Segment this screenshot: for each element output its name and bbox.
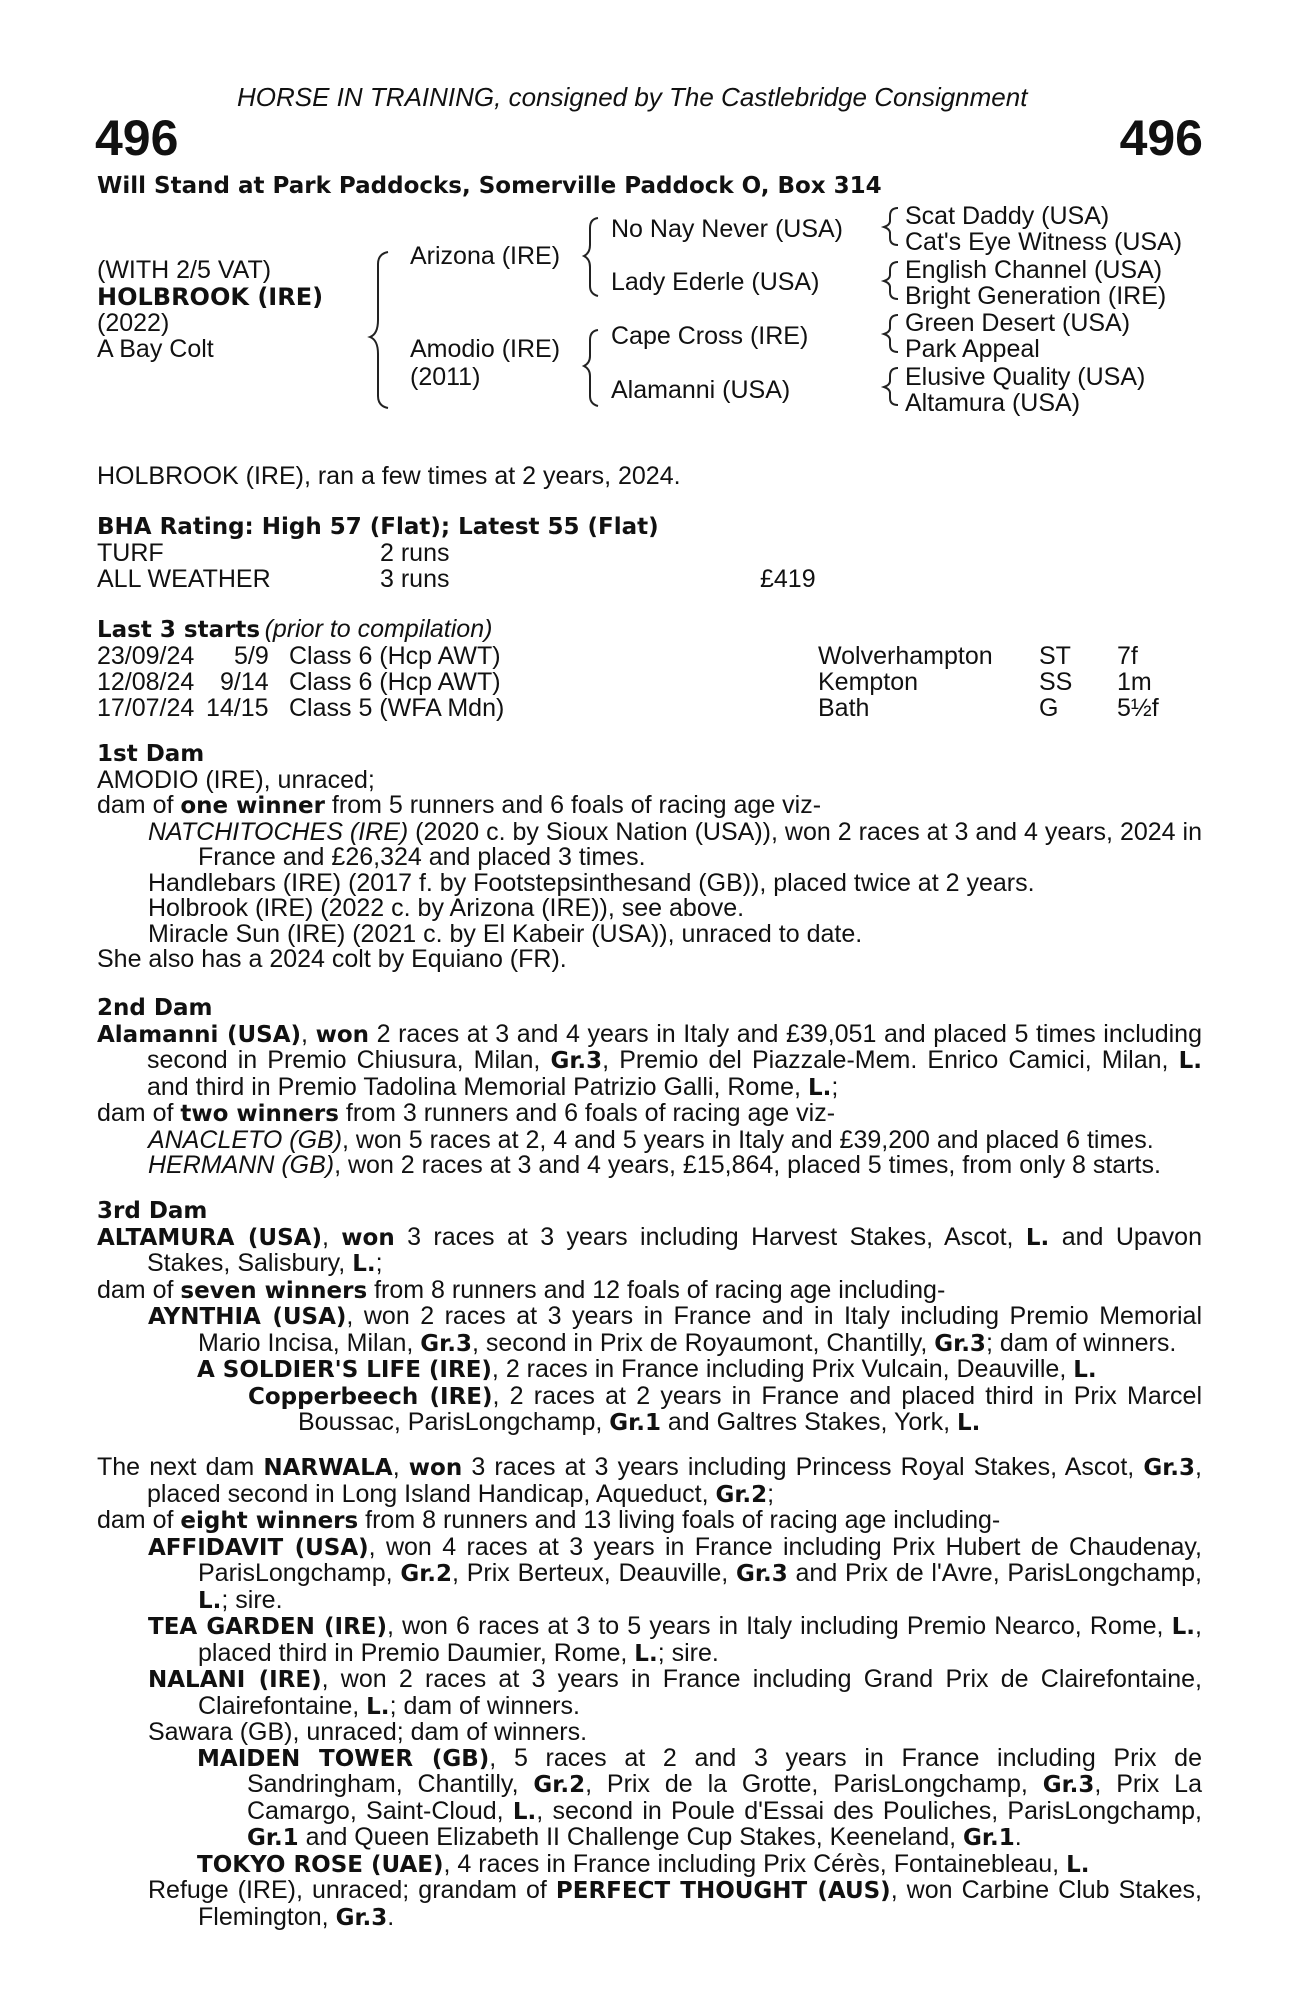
- text: 3 races at 3 years including Princess Royal Stakes, Ascot,: [462, 1453, 1144, 1481]
- produce-item: Handlebars (IRE) (2017 f. by Footstepsinthesand (GB)), placed twice at 2 years.: [148, 868, 1035, 897]
- won: won: [341, 1224, 395, 1251]
- produce-item: [97, 1125, 1202, 1154]
- text: from 8 runners and 12 foals of racing age including-: [367, 1275, 946, 1304]
- gen3-1: Scat Daddy (USA): [905, 202, 1110, 230]
- produce-name: TEA GARDEN (IRE): [148, 1614, 388, 1640]
- text: , 5 races at 2 and 3 years in France including Prix de Sandringham, Chantilly,: [247, 1743, 1202, 1798]
- grade: Gr.2: [533, 1772, 586, 1798]
- text: dam of: [97, 1099, 181, 1127]
- grade: L.: [1066, 1851, 1090, 1878]
- gen3-4: Bright Generation (IRE): [905, 282, 1167, 310]
- first-dam-note: She also has a 2024 colt by Equiano (FR).: [97, 945, 567, 973]
- third-dam-record: [97, 1222, 1202, 1278]
- first-dam-line: AMODIO (IRE), unraced;: [97, 765, 375, 794]
- produce-name: Copperbeech (IRE): [248, 1383, 493, 1410]
- produce-name: PERFECT THOUGHT (AUS): [555, 1878, 891, 1904]
- gen3-2: Cat's Eye Witness (USA): [905, 228, 1183, 256]
- produce-item: [97, 1667, 1202, 1720]
- produce-item: [97, 1849, 1202, 1879]
- start-course: Bath: [818, 694, 870, 722]
- text: dam of: [97, 1275, 181, 1304]
- produce-name: HERMANN (GB): [148, 1151, 335, 1179]
- text: from 8 runners and 13 living foals of racing age including-: [358, 1506, 1001, 1534]
- winners-count: seven winners: [180, 1277, 368, 1304]
- text: ; sire.: [657, 1638, 719, 1667]
- start-dist: 1m: [1117, 668, 1152, 696]
- page-header: HORSE IN TRAINING, consigned by The Castlebridge Consignment: [237, 82, 1028, 112]
- won: won: [315, 1021, 370, 1048]
- text: , Prix Berteux, Deauville,: [452, 1559, 737, 1587]
- text: , won 2 races at 3 years in France and in Italy including Premio Memorial Mario Incisa, Milan,: [198, 1302, 1202, 1357]
- text: ,: [392, 1453, 409, 1481]
- grade: Gr.1: [609, 1410, 661, 1436]
- text: ; sire.: [221, 1585, 283, 1614]
- grade: Gr.2: [715, 1481, 768, 1508]
- text: and Upavon Stakes, Salisbury,: [147, 1222, 1202, 1277]
- grade: L.: [1025, 1224, 1050, 1251]
- text: , 2 races at 2 years in France and placed third in Prix Marcel Boussac, ParisLongchamp,: [298, 1381, 1203, 1436]
- text: (2020 c. by Sioux Nation (USA)), won 2 races at 3 and 4 years, 2024 in France and £26,324 and placed 3 times.: [198, 817, 1202, 871]
- text: , placed third in Premio Daumier, Rome,: [198, 1612, 1202, 1667]
- text: dam of: [97, 791, 181, 819]
- text: and Queen Elizabeth II Challenge Cup Stakes, Keeneland,: [298, 1823, 964, 1851]
- start-race: Class 5 (WFA Mdn): [289, 694, 505, 722]
- text: ;: [767, 1479, 775, 1508]
- start-date: 12/08/24: [97, 668, 195, 696]
- produce-item: [97, 817, 1202, 871]
- gen3-7: Elusive Quality (USA): [905, 363, 1146, 391]
- text: dam of: [97, 1506, 181, 1534]
- sire-sire: No Nay Never (USA): [611, 215, 843, 243]
- grade: L.: [366, 1693, 390, 1720]
- sire: Arizona (IRE): [410, 242, 561, 270]
- grade: L.: [1073, 1357, 1097, 1383]
- next-dam-record: [97, 1455, 1202, 1508]
- grade: L.: [198, 1587, 222, 1614]
- text: 3 races at 3 years including Harvest Stakes, Ascot,: [394, 1222, 1026, 1251]
- lot-number-left: 496: [95, 110, 179, 166]
- text: ;: [375, 1249, 383, 1277]
- next-dam-section: [97, 1455, 1202, 1931]
- second-dam-produce: [97, 1101, 1202, 1128]
- text: ,: [301, 1019, 316, 1048]
- winners-count: one winner: [180, 793, 325, 819]
- start-race: Class 6 (Hcp AWT): [289, 668, 501, 696]
- text: ,: [321, 1222, 342, 1251]
- produce-name: AFFIDAVIT (USA): [148, 1534, 369, 1561]
- dam-name: ALTAMURA (USA): [97, 1224, 322, 1251]
- dam-year: (2011): [410, 363, 481, 391]
- produce-item: [97, 1153, 1202, 1179]
- produce-item: [97, 1532, 1202, 1615]
- produce-item: Holbrook (IRE) (2022 c. by Arizona (IRE)), see above.: [148, 894, 745, 922]
- start-course: Wolverhampton: [818, 642, 993, 670]
- text: , won 2 races at 3 years in France including Grand Prix de Clairefontaine, Clairefontaine,: [198, 1665, 1202, 1720]
- text: .: [387, 1902, 395, 1931]
- horse-name: HOLBROOK (IRE): [97, 283, 324, 311]
- winners-count: eight winners: [180, 1508, 359, 1534]
- last-starts-note: (prior to compilation): [264, 615, 493, 643]
- start-date: 23/09/24: [97, 642, 195, 670]
- first-dam-heading: 1st Dam: [97, 741, 205, 767]
- grade: Gr.3: [736, 1561, 788, 1587]
- grade: L.: [1178, 1048, 1202, 1074]
- third-dam-heading: 3rd Dam: [97, 1198, 208, 1224]
- lot-number-right: 496: [1119, 110, 1203, 166]
- grade: L.: [1171, 1614, 1196, 1640]
- start-going: G: [1039, 694, 1059, 722]
- start-dist: 5½f: [1117, 694, 1159, 722]
- text: , second in Prix de Royaumont, Chantilly,: [471, 1328, 935, 1357]
- produce-item: [97, 1743, 1202, 1852]
- dam-sire: Cape Cross (IRE): [611, 322, 809, 350]
- text: , won 4 races at 3 years in France including Prix Hubert de Chaudenay, ParisLongchamp,: [198, 1532, 1202, 1587]
- grade: L.: [956, 1410, 981, 1436]
- produce-item: Sawara (GB), unraced; dam of winners.: [148, 1718, 588, 1746]
- turf-label: TURF: [97, 539, 164, 567]
- text: .: [1014, 1823, 1022, 1851]
- produce-item: [97, 1357, 1202, 1384]
- grade: Gr.1: [963, 1825, 1015, 1851]
- text: ;: [831, 1072, 839, 1101]
- winners-count: two winners: [180, 1101, 339, 1127]
- text: , Prix La Camargo, Saint-Cloud,: [247, 1770, 1202, 1825]
- text: from 3 runners and 6 foals of racing age viz-: [338, 1099, 836, 1127]
- grade: Gr.3: [420, 1330, 472, 1357]
- text: from 5 runners and 6 foals of racing age viz-: [324, 791, 822, 819]
- gen3-8: Altamura (USA): [905, 389, 1081, 417]
- produce-name: ANACLETO (GB): [148, 1125, 343, 1154]
- start-date: 17/07/24: [97, 694, 195, 722]
- turf-runs: 2 runs: [380, 539, 450, 567]
- won: won: [408, 1455, 463, 1481]
- start-going: SS: [1039, 668, 1073, 696]
- grade: L.: [634, 1640, 658, 1667]
- third-dam-section: [97, 1199, 1202, 1437]
- text: , 2 races in France including Prix Vulcain, Deauville,: [491, 1355, 1074, 1383]
- last-starts-title: Last 3 starts: [97, 617, 261, 643]
- second-dam-section: [97, 996, 1202, 1179]
- gen3-3: English Channel (USA): [905, 256, 1163, 284]
- produce-item: [97, 1878, 1202, 1931]
- grade: Gr.3: [550, 1048, 603, 1074]
- sire-dam: Lady Ederle (USA): [611, 268, 820, 296]
- text: Refuge (IRE), unraced; grandam of: [148, 1876, 556, 1904]
- bha-rating: BHA Rating: High 57 (Flat); Latest 55 (Flat): [97, 514, 659, 540]
- dam: Amodio (IRE): [410, 335, 561, 363]
- gen3-5: Green Desert (USA): [905, 309, 1131, 337]
- produce-item: Miracle Sun (IRE) (2021 c. by El Kabeir (USA)), unraced to date.: [148, 919, 863, 948]
- grade: L.: [807, 1074, 832, 1101]
- last-starts-heading: [97, 616, 492, 643]
- produce-item: [97, 1381, 1203, 1437]
- text: The next dam: [97, 1453, 264, 1481]
- start-course: Kempton: [818, 668, 919, 696]
- next-dam-produce: [97, 1508, 1202, 1535]
- produce-item: [97, 1304, 1202, 1357]
- produce-name: A SOLDIER'S LIFE (IRE): [197, 1357, 492, 1383]
- text: 2 races at 3 and 4 years in Italy and £39,051 and placed 5 times including second in Premio Chiusura, Milan,: [147, 1019, 1202, 1074]
- stand-location: Will Stand at Park Paddocks, Somerville Paddock O, Box 314: [97, 173, 882, 199]
- grade: L.: [352, 1251, 376, 1277]
- aw-prize: £419: [760, 565, 816, 593]
- produce-name: MAIDEN TOWER (GB): [197, 1745, 490, 1772]
- vat-note: (WITH 2/5 VAT): [97, 256, 272, 284]
- aw-label: ALL WEATHER: [97, 565, 271, 593]
- produce-name: AYNTHIA (USA): [148, 1304, 347, 1330]
- pedigree-braces: [0, 0, 1315, 420]
- start-pos: 5/9: [234, 642, 269, 670]
- start-dist: 7f: [1117, 642, 1138, 670]
- dam-name: NARWALA: [263, 1455, 393, 1481]
- grade: Gr.2: [400, 1561, 453, 1587]
- text: , second in Poule d'Essai des Pouliches, ParisLongchamp,: [536, 1796, 1202, 1825]
- grade: Gr.3: [934, 1330, 986, 1357]
- second-dam-record: [97, 1019, 1202, 1102]
- grade: Gr.3: [1143, 1455, 1196, 1481]
- text: , won 5 races at 2, 4 and 5 years in Italy and £39,200 and placed 6 times.: [342, 1125, 1154, 1154]
- horse-year: (2022): [97, 309, 170, 337]
- grade: L.: [512, 1798, 537, 1825]
- start-race: Class 6 (Hcp AWT): [289, 642, 501, 670]
- second-dam-heading: 2nd Dam: [97, 995, 213, 1021]
- text: , won 2 races at 3 and 4 years, £15,864, placed 5 times, from only 8 starts.: [334, 1151, 1161, 1179]
- text: , Prix de la Grotte, ParisLongchamp,: [585, 1770, 1043, 1798]
- text: ; dam of winners.: [985, 1328, 1177, 1357]
- grade: Gr.3: [335, 1904, 388, 1931]
- dam-dam: Alamanni (USA): [611, 376, 791, 404]
- start-going: ST: [1039, 642, 1071, 670]
- produce-name: NALANI (IRE): [148, 1667, 322, 1693]
- race-summary: HOLBROOK (IRE), ran a few times at 2 years, 2024.: [97, 462, 681, 490]
- third-dam-produce: [97, 1275, 1202, 1305]
- grade: Gr.3: [1042, 1772, 1095, 1798]
- text: and Galtres Stakes, York,: [660, 1408, 957, 1436]
- text: and third in Premio Tadolina Memorial Patrizio Galli, Rome,: [147, 1072, 808, 1101]
- text: , 4 races in France including Prix Cérès, Fontainebleau,: [443, 1849, 1067, 1878]
- start-pos: 9/14: [220, 668, 269, 696]
- text: ; dam of winners.: [389, 1691, 580, 1720]
- text: , Premio del Piazzale-Mem. Enrico Camici, Milan,: [602, 1046, 1179, 1074]
- text: , placed second in Long Island Handicap, Aqueduct,: [147, 1453, 1202, 1508]
- produce-item: [97, 1614, 1202, 1667]
- aw-runs: 3 runs: [380, 565, 450, 593]
- grade: Gr.1: [247, 1825, 299, 1851]
- produce-name: TOKYO ROSE (UAE): [197, 1851, 444, 1878]
- text: , won 6 races at 3 to 5 years in Italy including Premio Nearco, Rome,: [387, 1612, 1172, 1640]
- first-dam-section: [97, 742, 1202, 973]
- start-pos: 14/15: [206, 694, 269, 722]
- text: and Prix de l'Avre, ParisLongchamp,: [787, 1559, 1202, 1587]
- text: , won Carbine Club Stakes, Flemington,: [198, 1876, 1202, 1931]
- first-dam-produce: [97, 793, 1202, 820]
- horse-description: A Bay Colt: [97, 335, 214, 363]
- dam-name: Alamanni (USA): [97, 1021, 302, 1048]
- produce-name: NATCHITOCHES (IRE): [148, 817, 409, 846]
- gen3-6: Park Appeal: [905, 335, 1040, 363]
